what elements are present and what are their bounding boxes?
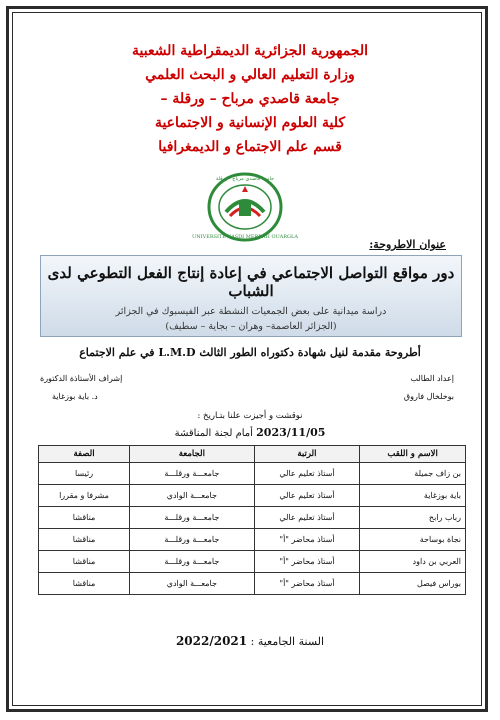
page-border [6, 6, 488, 712]
member-rank: أستاذ محاضر "أ" [254, 551, 360, 573]
defense-date [0, 426, 500, 439]
col-university: الجامعة [130, 446, 255, 463]
member-role: مناقشا [39, 573, 130, 595]
logo-bottom-text: UNIVERSITE KASDI MERBAH OUARGLA [192, 234, 298, 240]
header-department: قسم علم الاجتماع و الديمغرافيا [158, 139, 342, 155]
student-label: إعداد الطالب [410, 374, 454, 383]
member-role: مناقشا [39, 551, 130, 573]
col-rank: الرتبة [254, 446, 360, 463]
member-university: جامعـــة ورقلـــة [130, 463, 255, 485]
committee-header-row [39, 446, 466, 463]
table-row [39, 529, 466, 551]
member-role: رئيسا [39, 463, 130, 485]
table-row [39, 507, 466, 529]
supervisor-name: د. باية بوزغاية [52, 392, 98, 401]
thesis-title-label: عنوان الاطروحة: [369, 238, 446, 251]
header-country: الجمهورية الجزائرية الديمقراطية الشعبية [131, 43, 368, 59]
university-logo [192, 172, 298, 242]
member-role: مناقشا [39, 529, 130, 551]
member-name: رباب رابح [360, 507, 466, 529]
member-university: جامعـــة الوادي [130, 573, 255, 595]
academic-year [0, 634, 500, 648]
table-row [39, 463, 466, 485]
member-university: جامعـــة ورقلـــة [130, 551, 255, 573]
member-rank: أستاذ تعليم عالي [254, 485, 360, 507]
col-role: الصفة [39, 446, 130, 463]
member-role: مناقشا [39, 507, 130, 529]
member-role: مشرفا و مقررا [39, 485, 130, 507]
member-name: بوراس فيصل [360, 573, 466, 595]
supervisor-label: إشراف الأستاذة الدكتورة [40, 374, 123, 383]
logo-top-text: جامعة قاصدي مرباح - ورقلة [215, 176, 275, 182]
member-name: بن زاف جميلة [360, 463, 466, 485]
table-row [39, 573, 466, 595]
member-rank: أستاذ محاضر "أ" [254, 529, 360, 551]
committee-table [38, 445, 466, 595]
member-rank: أستاذ محاضر "أ" [254, 573, 360, 595]
member-university: جامعـــة ورقلـــة [130, 507, 255, 529]
table-row [39, 551, 466, 573]
thesis-subtitle: دراسة ميدانية على بعض الجمعيات النشطة عبر الفيسبوك في الجزائر [115, 306, 387, 317]
member-rank: أستاذ تعليم عالي [254, 463, 360, 485]
member-name: نجاة بوساحة [360, 529, 466, 551]
table-row [39, 485, 466, 507]
defense-date-value: 2023/11/05 [256, 426, 326, 439]
degree-statement: أطروحة مقدمة لنيل شهادة دكتوراه الطور الثالث L.M.D في علم الاجتماع [79, 346, 421, 359]
student-name: بوخلخال فاروق [403, 392, 454, 401]
academic-year-value: 2022/2021 [175, 634, 248, 648]
member-name: العربي بن داود [360, 551, 466, 573]
thesis-subtitle-cities: (الجزائر العاصمة– وهران – بجاية – سطيف) [165, 321, 337, 332]
thesis-title-box [40, 255, 462, 337]
col-name: الاسم و اللقب [360, 446, 466, 463]
academic-year-label: السنة الجامعية : [250, 635, 325, 648]
member-university: جامعـــة ورقلـــة [130, 529, 255, 551]
header-university: جامعة قاصدي مرباح – ورقلة – [160, 91, 340, 107]
defense-date-suffix: أمام لجنة المناقشة [174, 428, 253, 439]
defense-statement: نوقشت و أجيزت علنا بتـاريخ : [197, 411, 303, 421]
member-name: باية بوزغاية [360, 485, 466, 507]
member-rank: أستاذ تعليم عالي [254, 507, 360, 529]
header-ministry: وزارة التعليم العالي و البحث العلمي [145, 67, 355, 83]
member-university: جامعـــة الوادي [130, 485, 255, 507]
thesis-title: دور مواقع التواصل الاجتماعي في إعادة إنتاج الفعل التطوعي لدى الشباب [47, 264, 455, 300]
header-faculty: كلية العلوم الإنسانية و الاجتماعية [154, 115, 346, 131]
